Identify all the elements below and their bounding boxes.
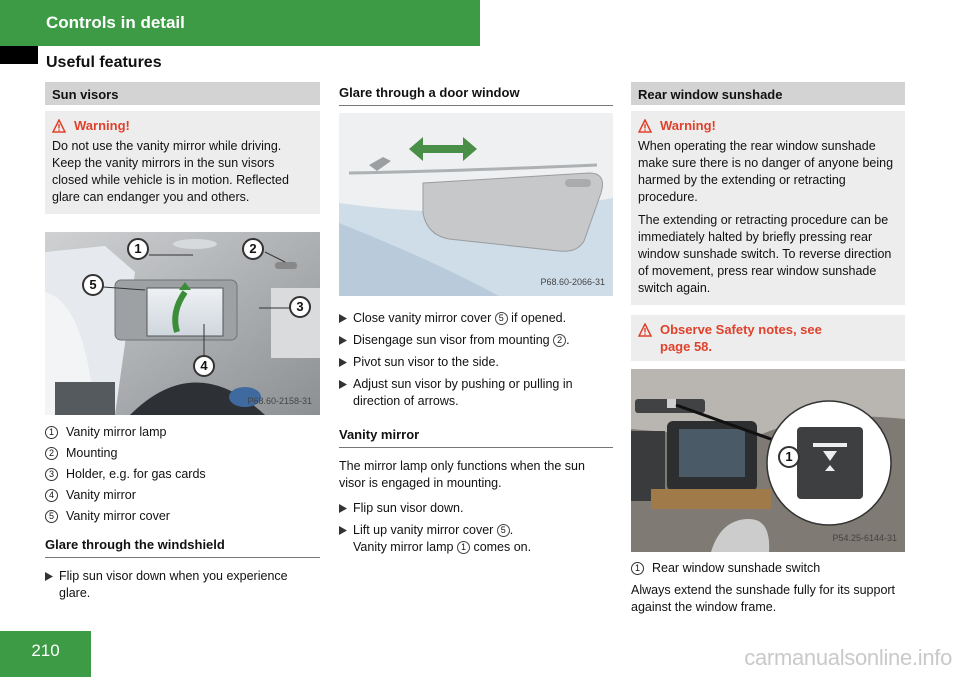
safety-note-line1: Observe Safety notes, see (660, 322, 822, 337)
callout-3: 3 (289, 296, 311, 318)
callout-1: 1 (127, 238, 149, 260)
image-code: P54.25-6144-31 (832, 533, 897, 543)
sun-visor-legend (45, 424, 320, 525)
vanity-step: Flip sun visor down. (339, 500, 613, 517)
sunshade-switch-illustration (631, 369, 905, 552)
vanity-mirror-heading: Vanity mirror (339, 426, 613, 448)
door-step: Close vanity mirror cover 5 if opened. (339, 310, 613, 327)
sun-visor-photo (45, 232, 320, 415)
warning-triangle-icon (52, 119, 66, 133)
callout-4: 4 (193, 355, 215, 377)
door-step: Pivot sun visor to the side. (339, 354, 613, 371)
callout-2: 2 (242, 238, 264, 260)
warning-text: Do not use the vanity mirror while driving. Keep the vanity mirrors in the sun visors closed while vehicle is in motion. Reflected glare can endanger you and others. (52, 139, 289, 204)
legend-item: 3 Holder, e.g. for gas cards (45, 466, 320, 483)
column-rear-sunshade (631, 82, 905, 616)
door-step: Disengage sun visor from mounting 2 . (339, 332, 613, 349)
legend-item: 4 Vanity mirror (45, 487, 320, 504)
safety-note (631, 315, 905, 361)
rear-sunshade-heading: Rear window sunshade (631, 82, 905, 105)
watermark: carmanualsonline.info (744, 645, 952, 670)
column-sun-visors (45, 82, 320, 607)
sun-visors-warning (45, 111, 320, 214)
page-number-box (0, 631, 91, 677)
step-arrow-icon (339, 500, 348, 517)
windshield-heading: Glare through the windshield (45, 536, 320, 558)
page-number: 210 (31, 641, 60, 660)
warning-text: The extending or retracting procedure can be immediately halted by briefly pressing rear window sunshade switch. To reverse direction of movement, press rear window sunshade switch again. (638, 213, 892, 295)
warning-text: When operating the rear window sunshade make sure there is no danger of anyone being harmed by the extending or retracting procedure. (638, 139, 894, 204)
sunshade-legend (631, 560, 905, 577)
sunshade-switch-photo (631, 369, 905, 552)
step-arrow-icon (45, 568, 54, 602)
column-door-window (339, 82, 613, 561)
section-tab-marker (0, 46, 38, 64)
step-arrow-icon (339, 354, 348, 371)
warning-title: Warning! (660, 118, 716, 133)
door-visor-photo (339, 113, 613, 296)
chapter-title: Controls in detail (46, 13, 185, 32)
callout-1: 1 (778, 446, 800, 468)
step-arrow-icon (339, 376, 348, 410)
warning-title: Warning! (74, 118, 130, 133)
legend-item: 5 Vanity mirror cover (45, 508, 320, 525)
step-arrow-icon (339, 310, 348, 327)
door-visor-illustration (339, 113, 613, 296)
image-code: P68.60-2158-31 (247, 396, 312, 406)
windshield-step: Flip sun visor down when you experience glare. (45, 568, 320, 602)
door-window-steps (339, 310, 613, 410)
step-arrow-icon (339, 522, 348, 556)
safety-note-link[interactable]: page 58. (660, 339, 713, 354)
legend-item: 1 Vanity mirror lamp (45, 424, 320, 441)
rear-sunshade-warning (631, 111, 905, 305)
legend-item: 1 Rear window sunshade switch (631, 560, 905, 577)
step-arrow-icon (339, 332, 348, 349)
sunshade-text: Always extend the sunshade fully for its support against the window frame. (631, 583, 896, 614)
vanity-mirror-text: The mirror lamp only functions when the sun visor is engaged in mounting. (339, 459, 585, 490)
door-window-heading: Glare through a door window (339, 82, 613, 106)
warning-triangle-icon (638, 323, 652, 337)
callout-5: 5 (82, 274, 104, 296)
image-code: P68.60-2066-31 (540, 277, 605, 287)
sun-visors-heading: Sun visors (45, 82, 320, 105)
chapter-header-band (0, 0, 480, 46)
warning-triangle-icon (638, 119, 652, 133)
section-title: Useful features (46, 54, 162, 71)
legend-item: 2 Mounting (45, 445, 320, 462)
sun-visor-illustration (45, 232, 320, 415)
vanity-step: Lift up vanity mirror cover 5 . Vanity mirror lamp 1 comes on. (339, 522, 613, 556)
door-step: Adjust sun visor by pushing or pulling in direction of arrows. (339, 376, 613, 410)
